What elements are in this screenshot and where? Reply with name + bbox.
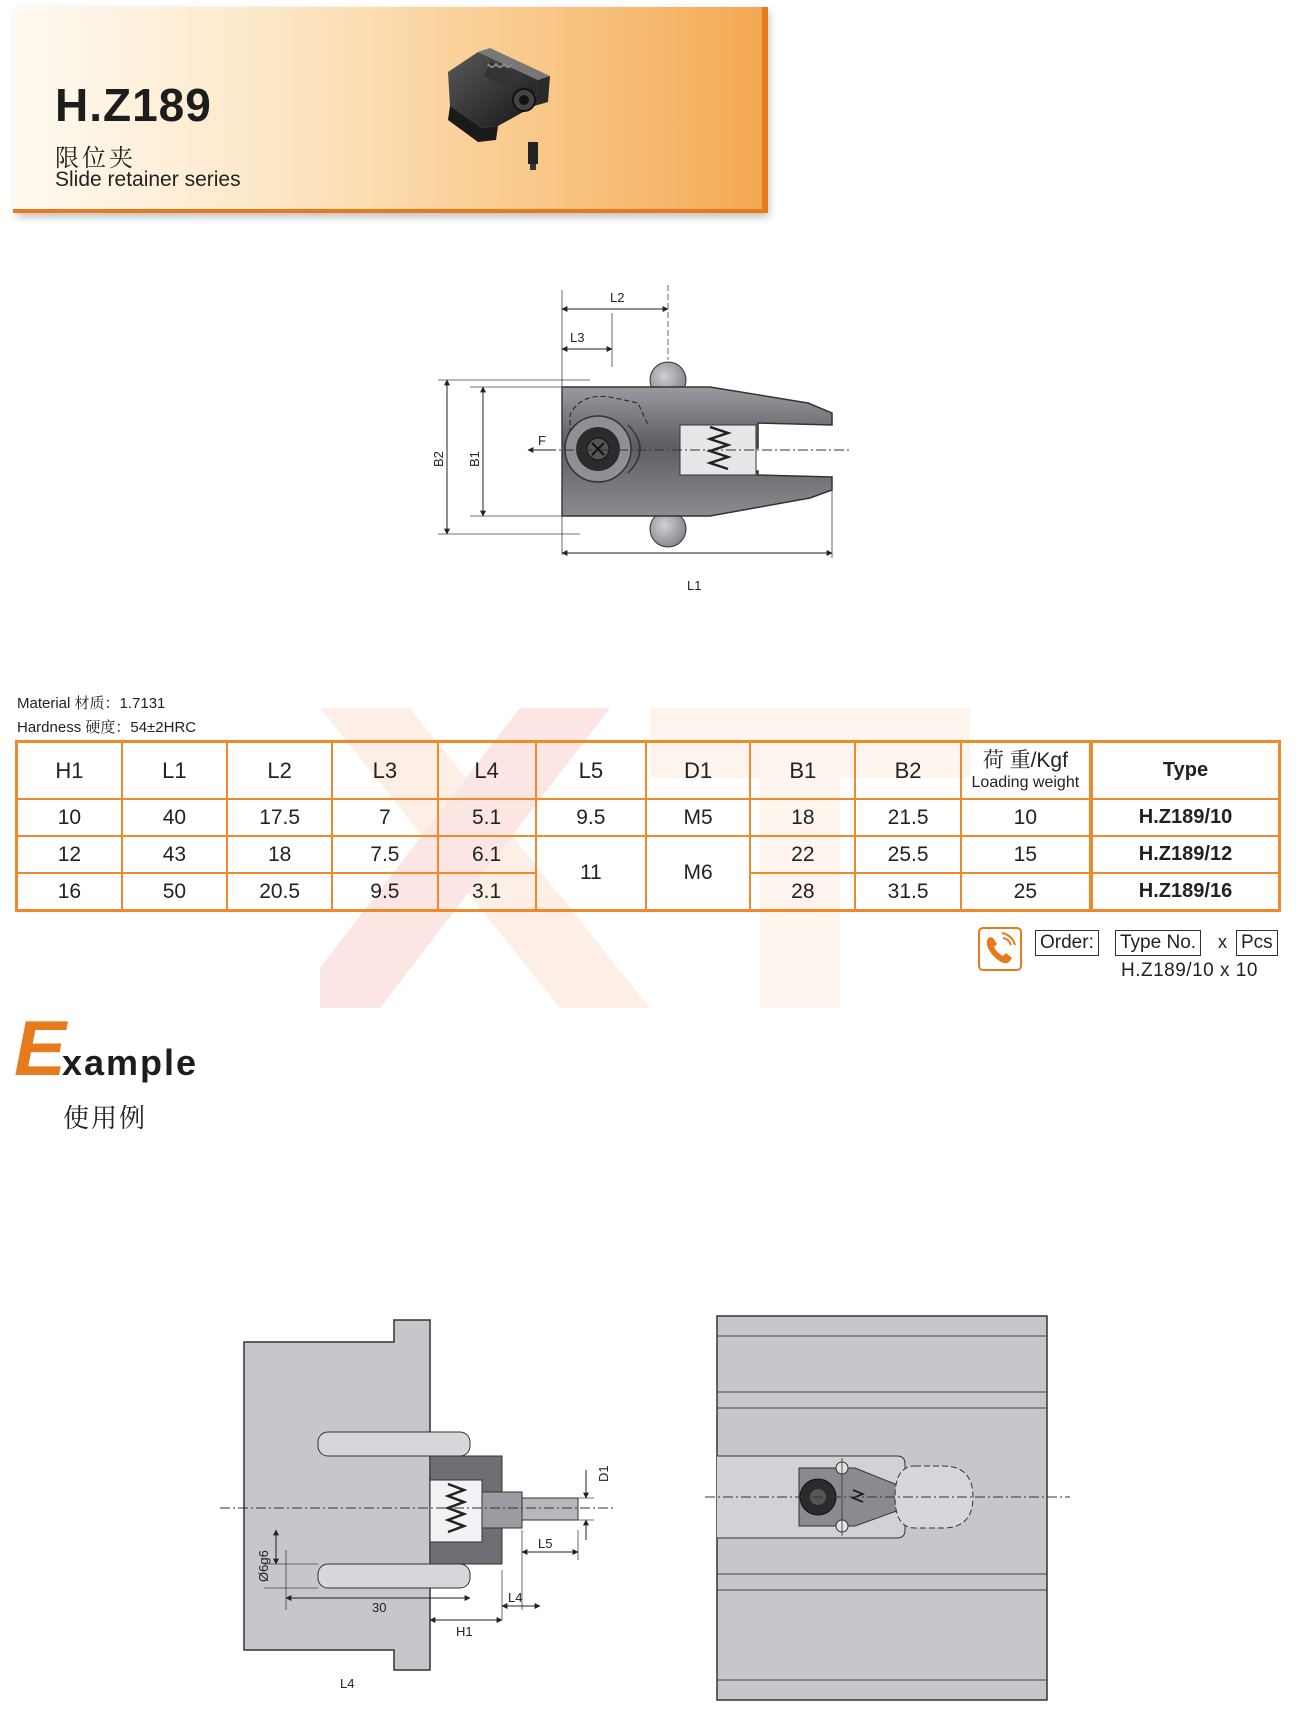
cell-type: H.Z189/16 xyxy=(1091,873,1280,911)
load-header-en: Loading weight xyxy=(971,773,1080,791)
cell-b2: 31.5 xyxy=(855,873,960,911)
cell-l2: 17.5 xyxy=(227,799,332,836)
dim-l1-label: L1 xyxy=(687,578,702,593)
material-line: Material 材质：1.7131 xyxy=(17,695,166,712)
example-title: xample xyxy=(62,1042,199,1083)
col-header-d1: D1 xyxy=(646,742,750,800)
technical-drawing xyxy=(431,285,860,615)
label-l4: L4 xyxy=(508,1590,523,1605)
order-type-no: Type No. xyxy=(1115,930,1201,956)
table-header-row xyxy=(17,742,1280,800)
cell-l2: 18 xyxy=(227,836,332,873)
col-header-b1: B1 xyxy=(750,742,855,800)
example-title-cn: 使用例 xyxy=(63,1103,148,1133)
cell-h1: 16 xyxy=(17,873,122,911)
cell-l2: 20.5 xyxy=(227,873,332,911)
order-pcs: Pcs xyxy=(1236,930,1278,956)
cell-b2: 25.5 xyxy=(855,836,960,873)
col-header-l2: L2 xyxy=(227,742,332,800)
label-l4-bottom: L4 xyxy=(340,1676,355,1691)
cell-b1: 18 xyxy=(750,799,855,836)
order-label: Order: xyxy=(1035,930,1099,956)
cell-l4: 5.1 xyxy=(438,799,536,836)
cell-l5-merged: 11 xyxy=(536,836,646,911)
cell-l3: 7 xyxy=(332,799,437,836)
cell-l1: 43 xyxy=(122,836,227,873)
cell-l4: 3.1 xyxy=(438,873,536,911)
dim-l2-label: L2 xyxy=(610,290,625,305)
phone-icon xyxy=(978,927,1022,971)
example-top-view-drawing xyxy=(705,1308,1070,1714)
cell-type: H.Z189/12 xyxy=(1091,836,1280,873)
example-section-drawing xyxy=(220,1320,640,1710)
label-dia: Ø6g6 xyxy=(256,1550,271,1582)
product-name-en: Slide retainer series xyxy=(55,168,241,191)
product-photo xyxy=(438,44,588,174)
label-d1: D1 xyxy=(596,1465,611,1482)
cell-h1: 12 xyxy=(17,836,122,873)
cell-load: 15 xyxy=(961,836,1091,873)
cell-l4: 6.1 xyxy=(438,836,536,873)
cell-l1: 50 xyxy=(122,873,227,911)
cell-type: H.Z189/10 xyxy=(1091,799,1280,836)
cell-l5: 9.5 xyxy=(536,799,646,836)
cell-h1: 10 xyxy=(17,799,122,836)
col-header-type: Type xyxy=(1091,742,1280,800)
table-row xyxy=(17,836,1280,873)
col-header-l4: L4 xyxy=(438,742,536,800)
header-banner-edge xyxy=(762,7,768,213)
label-l5: L5 xyxy=(538,1536,553,1551)
order-times: x xyxy=(1218,932,1227,952)
load-header-cn: 荷 重/Kgf xyxy=(982,748,1068,772)
cell-d1: M5 xyxy=(646,799,750,836)
cell-b1: 22 xyxy=(750,836,855,873)
label-30: 30 xyxy=(372,1600,387,1615)
cell-d1-merged: M6 xyxy=(646,836,750,911)
force-f-label: F xyxy=(538,433,546,448)
cell-load: 10 xyxy=(961,799,1091,836)
cell-load: 25 xyxy=(961,873,1091,911)
dim-b2-label: B2 xyxy=(431,451,446,467)
dim-l3-label: L3 xyxy=(570,330,585,345)
label-h1: H1 xyxy=(456,1624,473,1639)
col-header-b2: B2 xyxy=(855,742,960,800)
dim-b1-label: B1 xyxy=(467,451,482,467)
cell-l3: 7.5 xyxy=(332,836,437,873)
cell-l3: 9.5 xyxy=(332,873,437,911)
col-header-h1: H1 xyxy=(17,742,122,800)
example-initial: E xyxy=(14,1004,67,1092)
cell-b1: 28 xyxy=(750,873,855,911)
col-header-load xyxy=(961,742,1091,800)
col-header-l5: L5 xyxy=(536,742,646,800)
order-example: H.Z189/10 x 10 xyxy=(1121,960,1258,981)
cell-b2: 21.5 xyxy=(855,799,960,836)
spec-table xyxy=(15,740,1281,912)
table-row xyxy=(17,799,1280,836)
col-header-l3: L3 xyxy=(332,742,437,800)
hardness-line: Hardness 硬度：54±2HRC xyxy=(17,719,197,736)
col-header-l1: L1 xyxy=(122,742,227,800)
product-name-cn: 限位夹 xyxy=(55,145,136,172)
product-code: H.Z189 xyxy=(55,79,212,131)
cell-l1: 40 xyxy=(122,799,227,836)
